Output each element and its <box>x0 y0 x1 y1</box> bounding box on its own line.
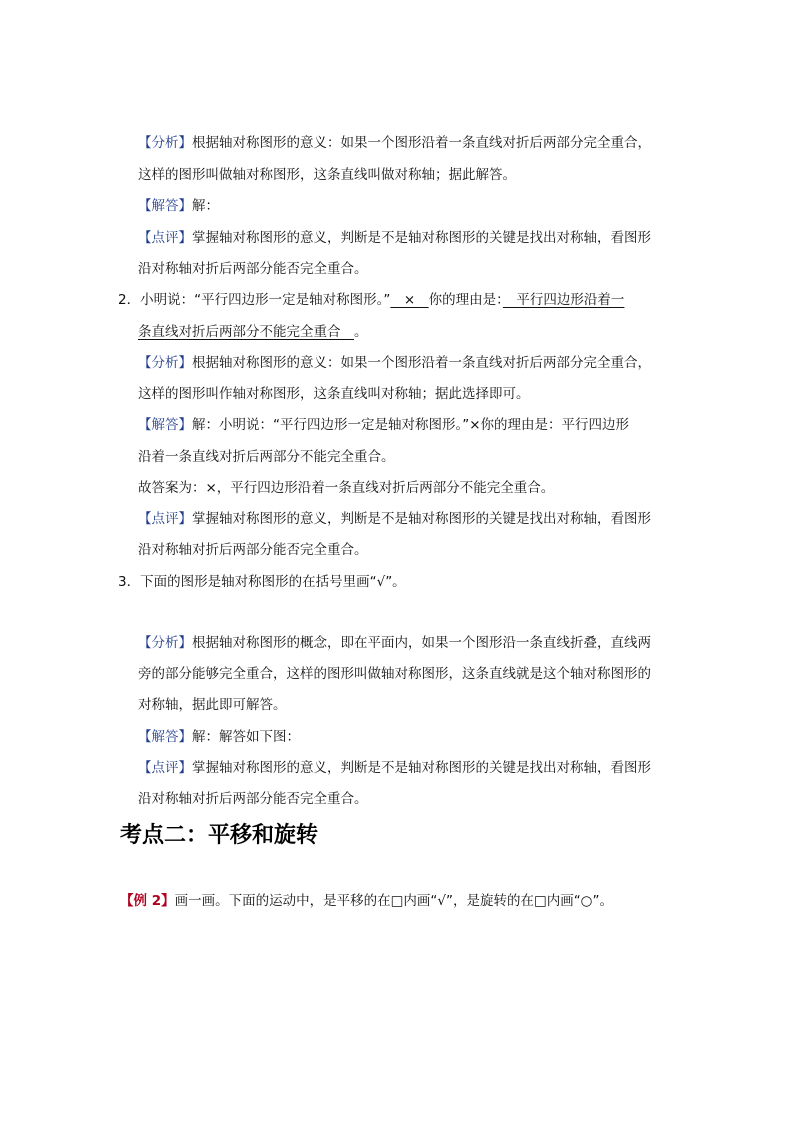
comment-tag: 【点评】 <box>138 760 192 776</box>
comment-tag: 【点评】 <box>138 511 192 527</box>
analysis-tag: 【分析】 <box>138 635 192 651</box>
q1-analysis-line-1: 【分析】根据轴对称图形的意义：如果一个图形沿着一条直线对折后两部分完全重合， <box>138 135 651 151</box>
question-number: 3． <box>118 574 141 590</box>
q2-comment-line-2: 沿对称轴对折后两部分能否完全重合。 <box>138 542 368 558</box>
analysis-tag: 【分析】 <box>138 135 192 151</box>
q3-stem: 3．下面的图形是轴对称图形的在括号里画“√”。 <box>118 574 406 590</box>
q1-comment-line-1: 【点评】掌握轴对称图形的意义，判断是不是轴对称图形的关键是找出对称轴，看图形 <box>138 230 651 246</box>
comment-tag: 【点评】 <box>138 230 192 246</box>
answer-blank-2: 平行四边形沿着一 <box>502 292 625 308</box>
answer-tag: 【解答】 <box>138 417 192 433</box>
question-number: 2． <box>118 292 141 308</box>
answer-tag: 【解答】 <box>138 198 192 214</box>
q2-stem-line-2: 条直线对折后两部分不能完全重合 。 <box>138 324 368 340</box>
q3-analysis-line-3: 对称轴，据此即可解答。 <box>138 697 287 713</box>
q3-comment-line-1: 【点评】掌握轴对称图形的意义，判断是不是轴对称图形的关键是找出对称轴，看图形 <box>138 760 651 776</box>
example-tag: 【例 2】 <box>120 893 175 909</box>
example-2-line: 【例 2】画一画。下面的运动中，是平移的在□内画“√”，是旋转的在□内画“○”。 <box>120 893 613 909</box>
q2-stem-line-1: 2．小明说：“平行四边形一定是轴对称图形。” × 你的理由是： 平行四边形沿着一 <box>118 292 625 308</box>
q2-answer-line-1: 【解答】解：小明说：“平行四边形一定是轴对称图形。”×你的理由是：平行四边形 <box>138 417 630 433</box>
answer-blank-1: × <box>390 292 429 308</box>
q3-comment-line-2: 沿对称轴对折后两部分能否完全重合。 <box>138 791 368 807</box>
analysis-tag: 【分析】 <box>138 355 192 371</box>
q1-analysis-line-2: 这样的图形叫做轴对称图形，这条直线叫做对称轴；据此解答。 <box>138 167 516 183</box>
q2-comment-line-1: 【点评】掌握轴对称图形的意义，判断是不是轴对称图形的关键是找出对称轴，看图形 <box>138 511 651 527</box>
q2-analysis-line-2: 这样的图形叫作轴对称图形，这条直线叫对称轴；据此选择即可。 <box>138 386 530 402</box>
q2-answer-line-3: 故答案为：×，平行四边形沿着一条直线对折后两部分不能完全重合。 <box>138 480 555 496</box>
q2-answer-line-2: 沿着一条直线对折后两部分不能完全重合。 <box>138 449 395 465</box>
answer-tag: 【解答】 <box>138 729 192 745</box>
section-heading: 考点二：平移和旋转 <box>120 823 319 848</box>
q2-analysis-line-1: 【分析】根据轴对称图形的意义：如果一个图形沿着一条直线对折后两部分完全重合， <box>138 355 651 371</box>
q3-analysis-line-1: 【分析】根据轴对称图形的概念，即在平面内，如果一个图形沿一条直线折叠，直线两 <box>138 635 651 651</box>
q3-analysis-line-2: 旁的部分能够完全重合，这样的图形叫做轴对称图形，这条直线就是这个轴对称图形的 <box>138 666 651 682</box>
q1-comment-line-2: 沿对称轴对折后两部分能否完全重合。 <box>138 261 368 277</box>
q1-answer-line: 【解答】解： <box>138 198 219 214</box>
q3-answer-line: 【解答】解：解答如下图： <box>138 729 300 745</box>
answer-blank-2-cont: 条直线对折后两部分不能完全重合 <box>138 324 354 340</box>
